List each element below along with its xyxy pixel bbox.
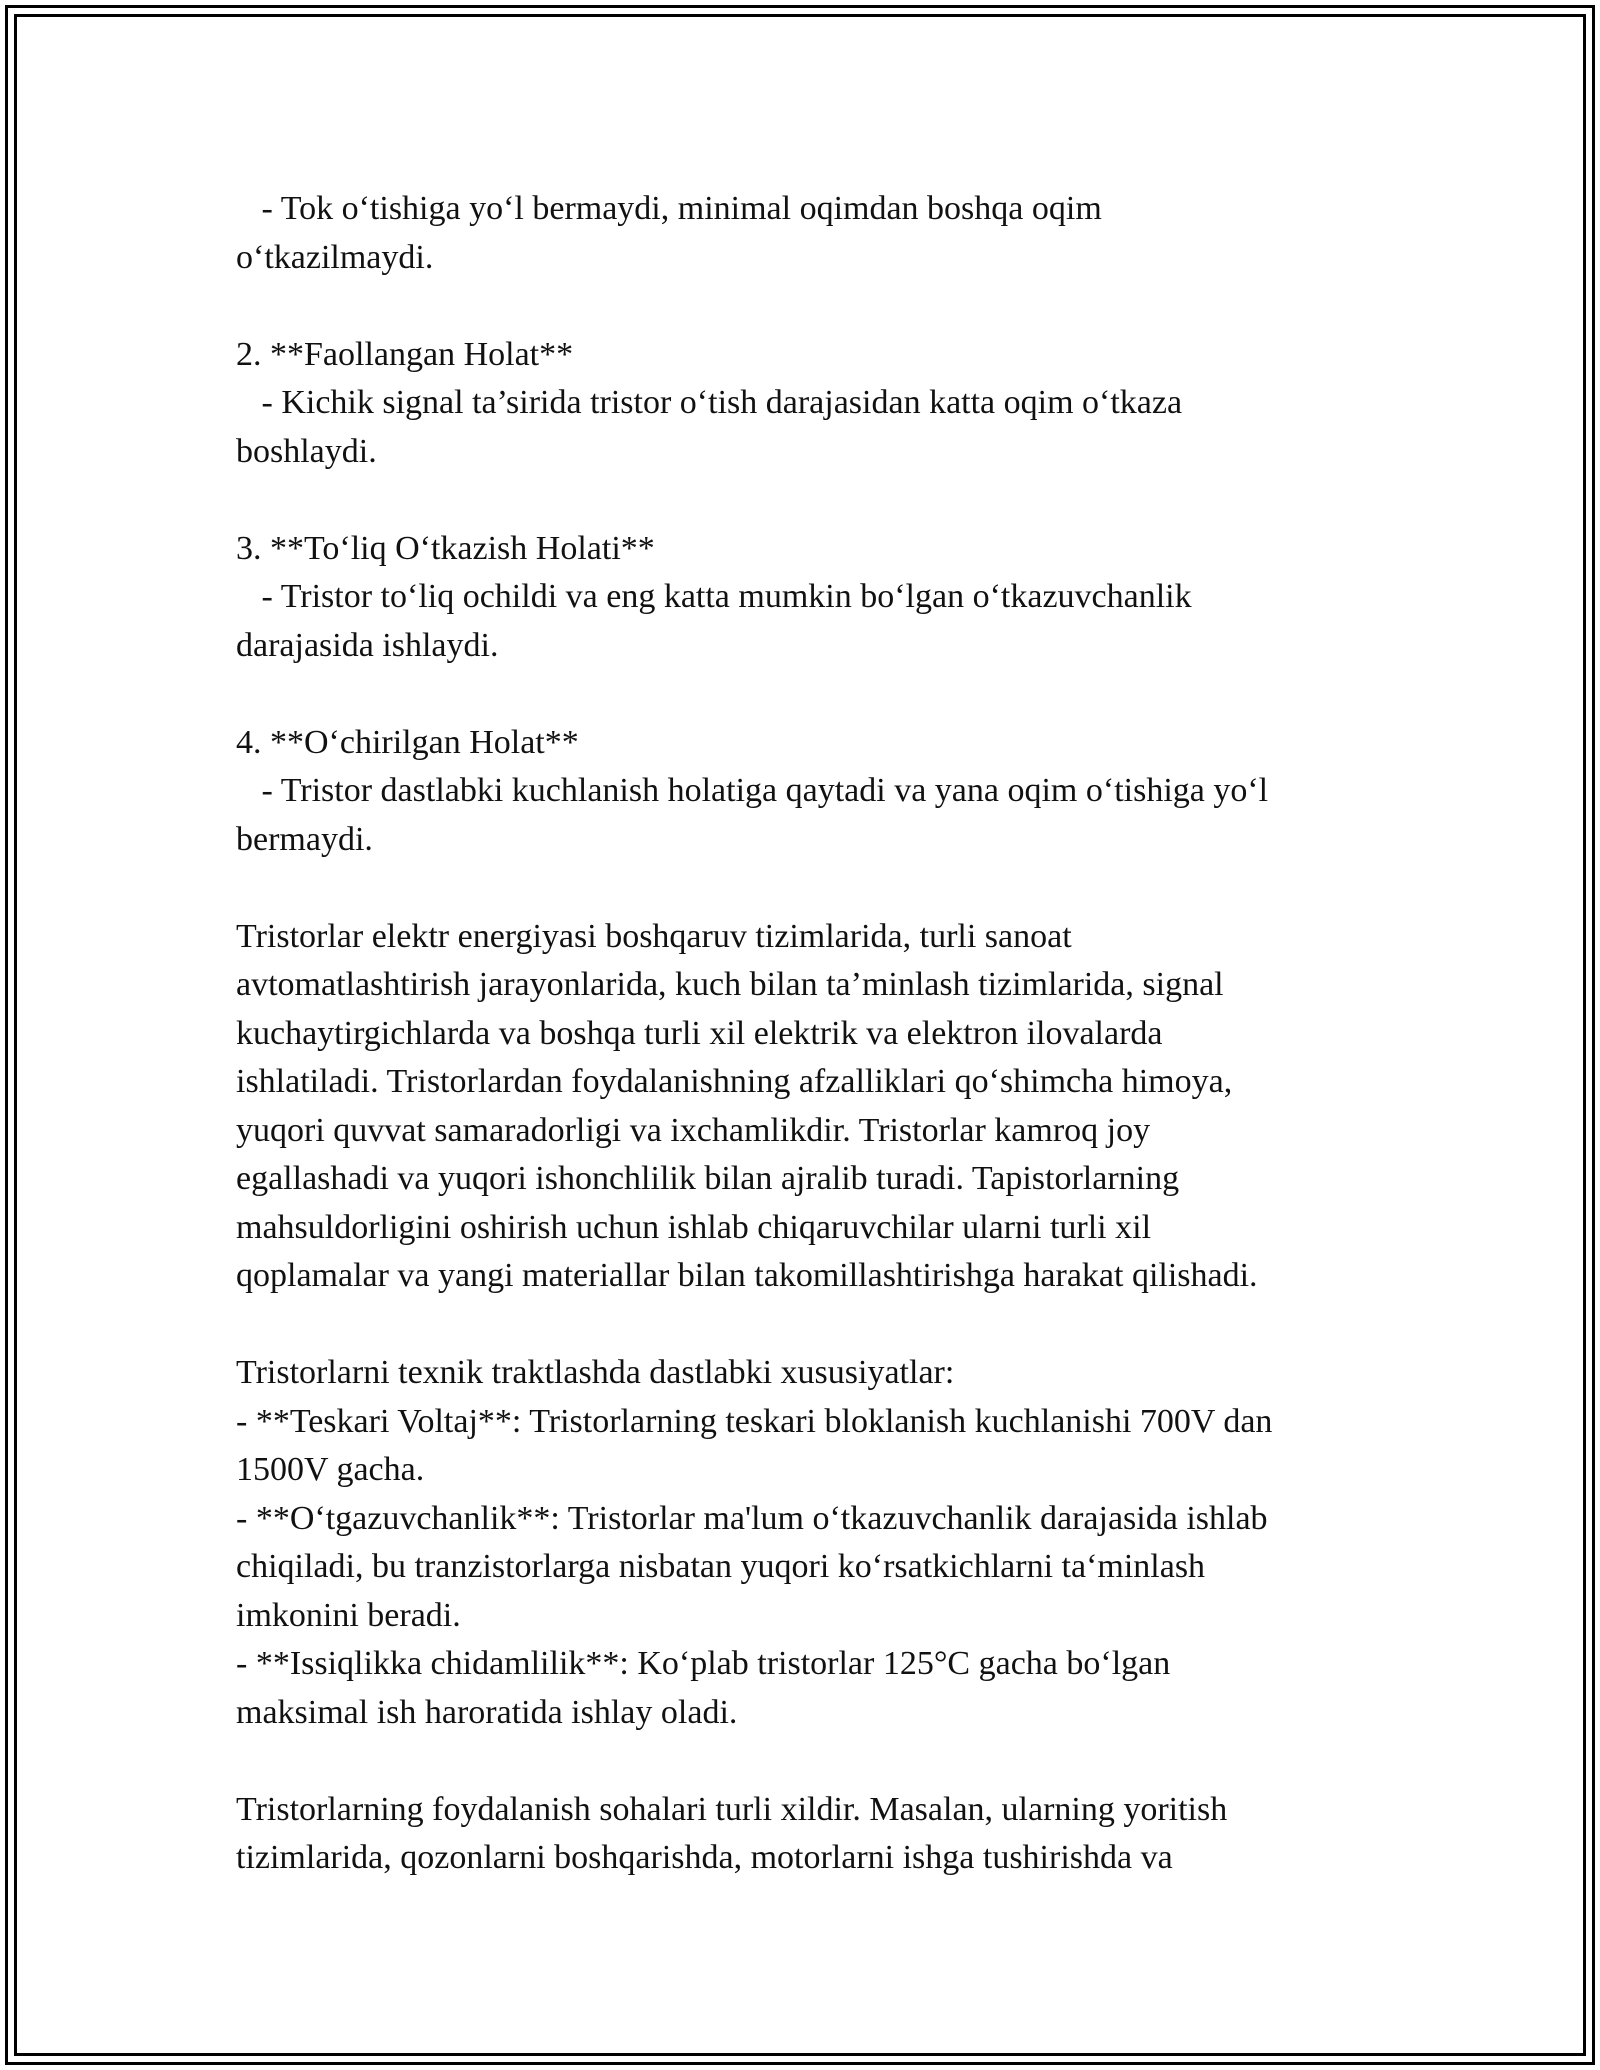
list-item-text: darajasida ishlaydi. [236,626,499,664]
paragraph-line: imkonini beradi. [236,1596,461,1634]
paragraph-line: Tristorlarning foydalanish sohalari turli xildir. Masalan, ularning yoritish [236,1790,1228,1828]
paragraph-line: mahsuldorligini oshirish uchun ishlab chiqaruvchilar ularni turli xil [236,1208,1152,1246]
paragraph-usage [236,1786,1386,1883]
paragraph-line: Tristorlarni texnik traktlashda dastlabki xususiyatlar: [236,1354,955,1391]
paragraph-line: tizimlarida, qozonlarni boshqarishda, motorlarni ishga tushirishda va [236,1839,1173,1876]
paragraph-specs [236,1349,1386,1737]
list-item-state-2 [236,331,1386,477]
list-item-state-1 [236,185,1386,282]
paragraph-line: yuqori quvvat samaradorligi va ixchamlikdir. Tristorlar kamroq joy [236,1111,1151,1149]
paragraph-line: qoplamalar va yangi materiallar bilan takomillashtirishga harakat qilishadi. [236,1257,1258,1294]
list-item-text: bermaydi. [236,820,373,858]
paragraph-line: kuchaytirgichlarda va boshqa turli xil elektrik va elektron ilovalarda [236,1014,1163,1052]
list-item-text: - Kichik signal ta’sirida tristor o‘tish darajasidan katta oqim o‘tkaza [236,384,1183,421]
list-item-heading: 4. **O‘chirilgan Holat** [236,723,579,761]
paragraph-line: avtomatlashtirish jarayonlarida, kuch bilan ta’minlash tizimlarida, signal [236,966,1224,1003]
list-item-state-3 [236,525,1386,671]
paragraph-line: ishlatiladi. Tristorlardan foydalanishning afzalliklari qo‘shimcha himoya, [236,1063,1233,1100]
paragraph-line: - **Teskari Voltaj**: Tristorlarning teskari bloklanish kuchlanishi 700V dan [236,1402,1273,1440]
paragraph-line: Tristorlar elektr energiyasi boshqaruv tizimlarida, turli sanoat [236,917,1072,955]
document-body [236,185,1386,1883]
paragraph-line: egallashadi va yuqori ishonchlilik bilan ajralib turadi. Tapistorlarning [236,1160,1180,1197]
list-item-text: o‘tkazilmaydi. [236,238,434,276]
list-item-text: - Tristor dastlabki kuchlanish holatiga qaytadi va yana oqim o‘tishiga yo‘l [236,772,1269,809]
paragraph-applications [236,913,1386,1301]
paragraph-line: 1500V gacha. [236,1451,425,1488]
list-item-text: - Tristor to‘liq ochildi va eng katta mumkin bo‘lgan o‘tkazuvchanlik [236,578,1192,615]
paragraph-line: - **O‘tgazuvchanlik**: Tristorlar ma'lum o‘tkazuvchanlik darajasida ishlab [236,1499,1268,1537]
list-item-text: - Tok o‘tishiga yo‘l bermaydi, minimal oqimdan boshqa oqim [236,190,1102,227]
paragraph-line: maksimal ish haroratida ishlay oladi. [236,1693,738,1731]
list-item-state-4 [236,719,1386,865]
paragraph-line: chiqiladi, bu tranzistorlarga nisbatan yuqori ko‘rsatkichlarni ta‘minlash [236,1548,1206,1585]
list-item-heading: 3. **To‘liq O‘tkazish Holati** [236,529,655,567]
list-item-text: boshlaydi. [236,432,377,470]
paragraph-line: - **Issiqlikka chidamlilik**: Ko‘plab tristorlar 125°C gacha bo‘lgan [236,1645,1171,1682]
list-item-heading: 2. **Faollangan Holat** [236,335,574,373]
